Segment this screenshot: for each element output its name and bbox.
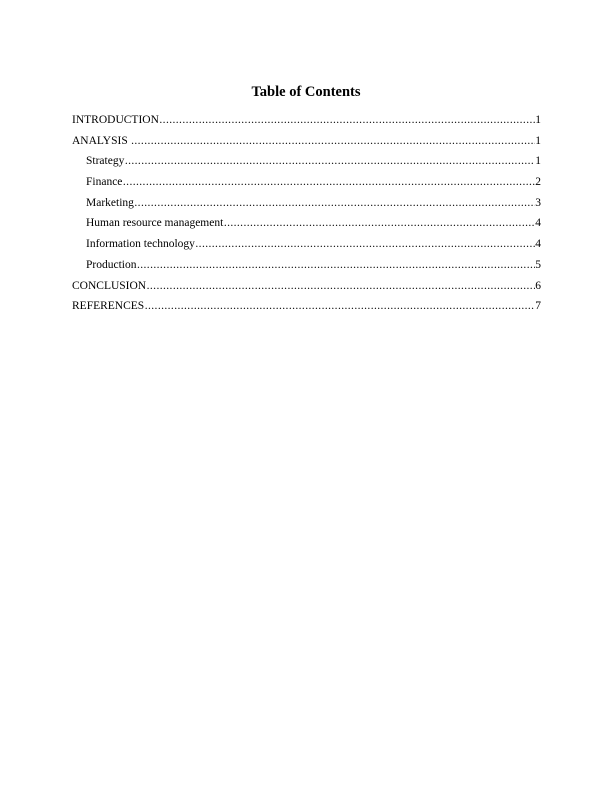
toc-entry-references[interactable]	[72, 298, 541, 319]
toc-entry-finance[interactable]	[72, 174, 541, 195]
toc-entry-marketing[interactable]	[72, 195, 541, 216]
toc-entry-label: Human resource management	[86, 217, 224, 230]
toc-entry-label: Information technology	[86, 238, 195, 251]
toc-page-number: 5	[535, 258, 541, 271]
toc-page-number: 1	[535, 114, 541, 126]
toc-dot-leader	[137, 257, 535, 273]
toc-dot-leader	[147, 278, 535, 294]
toc-dot-leader	[123, 174, 535, 190]
toc-page-number: 1	[535, 155, 541, 168]
toc-entry-introduction[interactable]	[72, 112, 541, 133]
toc-page-number: 1	[535, 134, 541, 147]
toc-entry-label: Marketing	[86, 196, 134, 209]
table-of-contents	[72, 112, 541, 319]
toc-entry-conclusion[interactable]	[72, 278, 541, 299]
toc-entry-label: Production	[86, 258, 137, 271]
toc-dot-leader	[131, 133, 535, 149]
toc-entry-label: Finance	[86, 176, 123, 189]
toc-page-number: 7	[535, 300, 541, 313]
toc-page-number: 4	[535, 217, 541, 230]
toc-entry-human-resource-management[interactable]	[72, 215, 541, 236]
toc-entry-label: INTRODUCTION	[72, 114, 159, 126]
toc-entry-strategy[interactable]	[72, 153, 541, 174]
toc-dot-leader	[159, 112, 534, 128]
toc-entry-label: CONCLUSION	[72, 279, 147, 292]
toc-dot-leader	[125, 153, 535, 169]
toc-page-number: 3	[535, 196, 541, 209]
toc-entry-production[interactable]	[72, 257, 541, 278]
toc-page-number: 2	[535, 176, 541, 189]
toc-entry-label: ANALYSIS	[72, 134, 131, 147]
toc-dot-leader	[145, 298, 535, 314]
toc-entry-information-technology[interactable]	[72, 236, 541, 257]
toc-page-number: 4	[535, 238, 541, 251]
toc-title: Table of Contents	[251, 84, 361, 100]
toc-dot-leader	[134, 195, 534, 211]
toc-dot-leader	[195, 236, 534, 252]
toc-page-number: 6	[535, 279, 541, 292]
toc-entry-analysis[interactable]	[72, 133, 541, 154]
toc-dot-leader	[224, 215, 535, 231]
toc-entry-label: REFERENCES	[72, 300, 145, 313]
toc-entry-label: Strategy	[86, 155, 125, 168]
